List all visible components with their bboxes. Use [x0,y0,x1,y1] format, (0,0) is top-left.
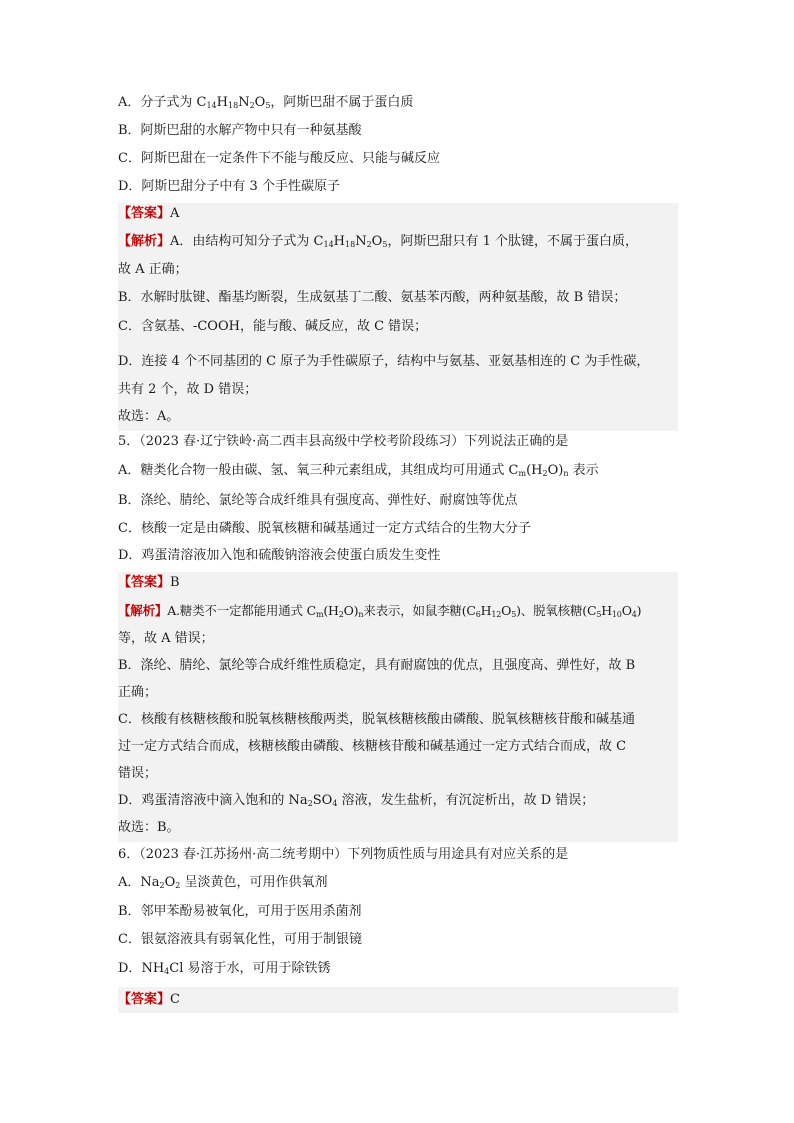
q5-option-d: D．鸡蛋清溶液加入饱和硫酸钠溶液会使蛋白质发生变性 [118,548,441,563]
q6-option-c: C．银氨溶液具有弱氧化性，可用于制银镜 [118,932,362,947]
q5-stem: 5．（2023 春·辽宁铁岭·高二西丰县高级中学校考阶段练习）下列说法正确的是 [118,434,569,449]
q4-analysis-d-cont: 共有 2 个，故 D 错误； [118,382,258,397]
q5-analysis-d: D．鸡蛋清溶液中滴入饱和的 $Na_2SO_4$ 溶液，发生盐析，有沉淀析出，故 D 错误； [118,793,595,808]
q5-analysis-a-cont: 等，故 A 错误； [118,631,214,646]
q6-stem: 6．（2023 春·江苏扬州·高二统考期中）下列物质性质与用途具有对应关系的是 [118,847,569,862]
q4-analysis-b: B．水解时肽键、酯基均断裂，生成氨基丁二酸、氨基苯丙酸，两种氨基酸，故 B 错误； [118,290,627,305]
q6-option-d: D．$NH_4Cl$ 易溶于水，可用于除铁锈 [118,961,331,976]
q4-analysis-d: D．连接 4 个不同基团的 C 原子为手性碳原子，结构中与氨基、亚氨基相连的 C 为手性碳， [118,354,650,369]
q6-answer: 【答案】C [118,992,180,1007]
q6-option-b: B．邻甲苯酚易被氧化，可用于医用杀菌剂 [118,904,362,919]
q5-option-a: A．糖类化合物一般由碳、氢、氧三种元素组成，其组成均可用通式 $C_m(H_2O)_n$ 表示 [118,463,599,478]
q5-analysis-c-cont2: 错误； [118,766,158,781]
q4-analysis-a: 【解析】A．由结构可知分子式为 $C_{14}H_{18}N_2O_5$，阿斯巴甜只有 1 个肽键，不属于蛋白质， [118,234,638,249]
q4-option-c: C．阿斯巴甜在一定条件下不能与酸反应、只能与碱反应 [118,151,440,166]
q4-answer: 【答案】A [118,206,180,221]
q4-analysis-a-cont: 故 A 正确； [118,262,188,277]
q5-analysis-c: C．核酸有核糖核酸和脱氧核糖核酸两类，脱氧核糖核酸由磷酸、脱氧核糖核苷酸和碱基通 [118,712,635,727]
q5-option-b: B．涤纶、腈纶、氯纶等合成纤维具有强度高、弹性好、耐腐蚀等优点 [118,493,518,508]
q6-option-a: A．$Na_2O_2$ 呈淡黄色，可用作供氧剂 [118,875,328,890]
q4-option-b: B．阿斯巴甜的水解产物中只有一种氨基酸 [118,123,362,138]
q5-analysis-b-cont: 正确； [118,685,158,700]
q4-conclusion: 故选：A。 [118,409,180,424]
q5-conclusion: 故选：B。 [118,820,180,835]
q4-analysis-c: C．含氨基、-COOH，能与酸、碱反应，故 C 错误； [118,319,428,334]
q5-analysis-c-cont: 过一定方式结合而成，核糖核酸由磷酸、核糖核苷酸和碱基通过一定方式结合而成，故 C [118,739,627,754]
q5-option-c: C．核酸一定是由磷酸、脱氧核糖和碱基通过一定方式结合的生物大分子 [118,521,531,536]
q5-analysis-b: B．涤纶、腈纶、氯纶等合成纤维性质稳定，具有耐腐蚀的优点，且强度高、弹性好，故 B [118,658,636,673]
q4-option-a: A．分子式为 $C_{14}H_{18}N_2O_5$，阿斯巴甜不属于蛋白质 [118,95,414,110]
q5-answer: 【答案】B [118,575,180,590]
q4-option-d: D．阿斯巴甜分子中有 3 个手性碳原子 [118,179,340,194]
q5-analysis-a: 【解析】A.糖类不一定都能用通式 $C_m(H_2O)_n$来表示，如鼠李糖$(C_6H_{12}O_5)$、脱氧核糖$(C_5H_{10}O_4)$ [118,603,642,619]
